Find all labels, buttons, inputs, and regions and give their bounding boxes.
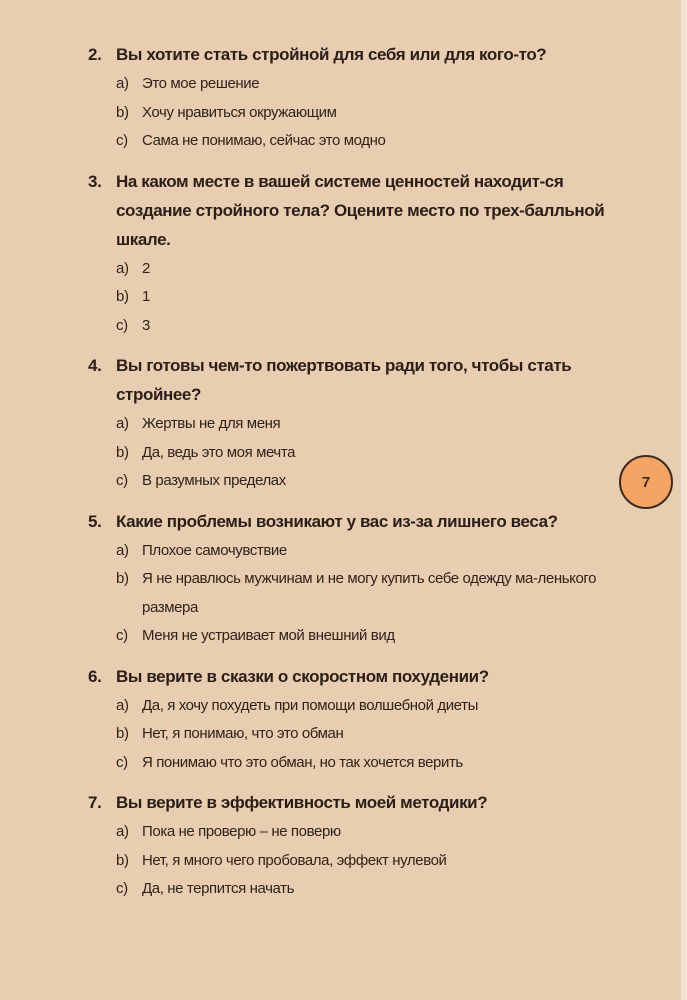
option-text: Нет, я много чего пробовала, эффект нулевой <box>142 851 447 869</box>
options-list <box>116 692 608 778</box>
question-number: 5. <box>88 511 102 531</box>
option-a <box>116 818 608 847</box>
option-letter: b) <box>116 288 129 305</box>
question-number: 2. <box>88 45 102 64</box>
option-text: Я понимаю что это обман, но так хочется верить <box>142 753 463 771</box>
question-text: На каком месте в вашей системе ценностей находит-ся создание стройного тела? Оцените место по трех-балльной шкале. <box>116 171 605 249</box>
question-text: Какие проблемы возникают у вас из-за лишнего веса? <box>116 511 558 531</box>
question-5 <box>88 507 608 651</box>
option-text: В разумных пределах <box>142 472 286 489</box>
option-c <box>116 312 608 341</box>
option-text: Сама не понимаю, сейчас это модно <box>142 132 386 149</box>
option-letter: c) <box>116 472 128 489</box>
option-letter: a) <box>116 259 129 277</box>
question-header <box>88 167 608 254</box>
option-text: Жертвы не для меня <box>142 415 281 432</box>
options-list <box>116 410 608 496</box>
option-text: Нет, я понимаю, что это обман <box>142 725 344 742</box>
option-c <box>116 622 608 651</box>
option-c <box>116 875 608 904</box>
question-text: Вы хотите стать стройной для себя или для кого-то? <box>116 45 547 64</box>
option-letter: c) <box>116 132 128 149</box>
options-list <box>116 537 608 651</box>
question-number: 4. <box>88 356 102 375</box>
question-number: 6. <box>88 666 102 686</box>
option-text: 1 <box>142 288 150 305</box>
option-b <box>116 847 608 876</box>
option-a <box>116 692 608 721</box>
option-a <box>116 70 608 99</box>
option-c <box>116 127 608 156</box>
question-7 <box>88 788 608 904</box>
option-b <box>116 720 608 749</box>
question-number: 7. <box>88 793 102 812</box>
option-letter: b) <box>116 103 129 121</box>
option-letter: c) <box>116 880 128 897</box>
option-letter: a) <box>116 415 129 432</box>
question-4 <box>88 351 608 496</box>
option-text: Да, не терпится начать <box>142 880 295 897</box>
option-a <box>116 255 608 284</box>
options-list <box>116 255 608 341</box>
question-text: Вы готовы чем-то пожертвовать ради того, чтобы стать стройнее? <box>116 356 572 404</box>
option-letter: a) <box>116 541 129 559</box>
page-number-badge: 7 <box>619 455 673 509</box>
options-list <box>116 818 608 904</box>
option-letter: a) <box>116 696 129 714</box>
option-letter: c) <box>116 753 128 771</box>
option-text: 3 <box>142 316 150 334</box>
option-text: Да, я хочу похудеть при помощи волшебной диеты <box>142 696 478 714</box>
option-a <box>116 537 608 566</box>
option-b <box>116 565 608 622</box>
question-header <box>88 788 608 817</box>
option-text: Плохое самочувствие <box>142 541 287 559</box>
option-text: 2 <box>142 259 150 277</box>
question-text: Вы верите в эффективность моей методики? <box>116 793 488 812</box>
question-3 <box>88 167 608 341</box>
question-text: Вы верите в сказки о скоростном похудении? <box>116 666 489 686</box>
option-a <box>116 410 608 439</box>
option-letter: b) <box>116 570 129 587</box>
option-letter: b) <box>116 851 129 869</box>
option-b <box>116 283 608 312</box>
option-text: Пока не проверю – не поверю <box>142 823 341 840</box>
option-letter: a) <box>116 823 129 840</box>
question-header <box>88 351 608 409</box>
option-text: Хочу нравиться окружающим <box>142 103 337 121</box>
option-letter: c) <box>116 316 128 334</box>
option-letter: a) <box>116 75 129 92</box>
option-text: Это мое решение <box>142 75 260 92</box>
option-letter: c) <box>116 627 128 644</box>
page-edge <box>681 0 687 1000</box>
option-text: Меня не устраивает мой внешний вид <box>142 627 395 644</box>
question-number: 3. <box>88 171 102 191</box>
question-header <box>88 662 608 691</box>
question-header <box>88 40 608 69</box>
option-b <box>116 99 608 128</box>
question-6 <box>88 662 608 778</box>
option-text: Я не нравлюсь мужчинам и не могу купить себе одежду ма-ленького размера <box>142 570 597 616</box>
questionnaire <box>88 40 608 915</box>
question-header <box>88 507 608 536</box>
option-c <box>116 467 608 496</box>
question-2 <box>88 40 608 156</box>
option-letter: b) <box>116 725 129 742</box>
option-c <box>116 749 608 778</box>
option-letter: b) <box>116 443 129 461</box>
option-b <box>116 439 608 468</box>
option-text: Да, ведь это моя мечта <box>142 443 296 461</box>
options-list <box>116 70 608 156</box>
